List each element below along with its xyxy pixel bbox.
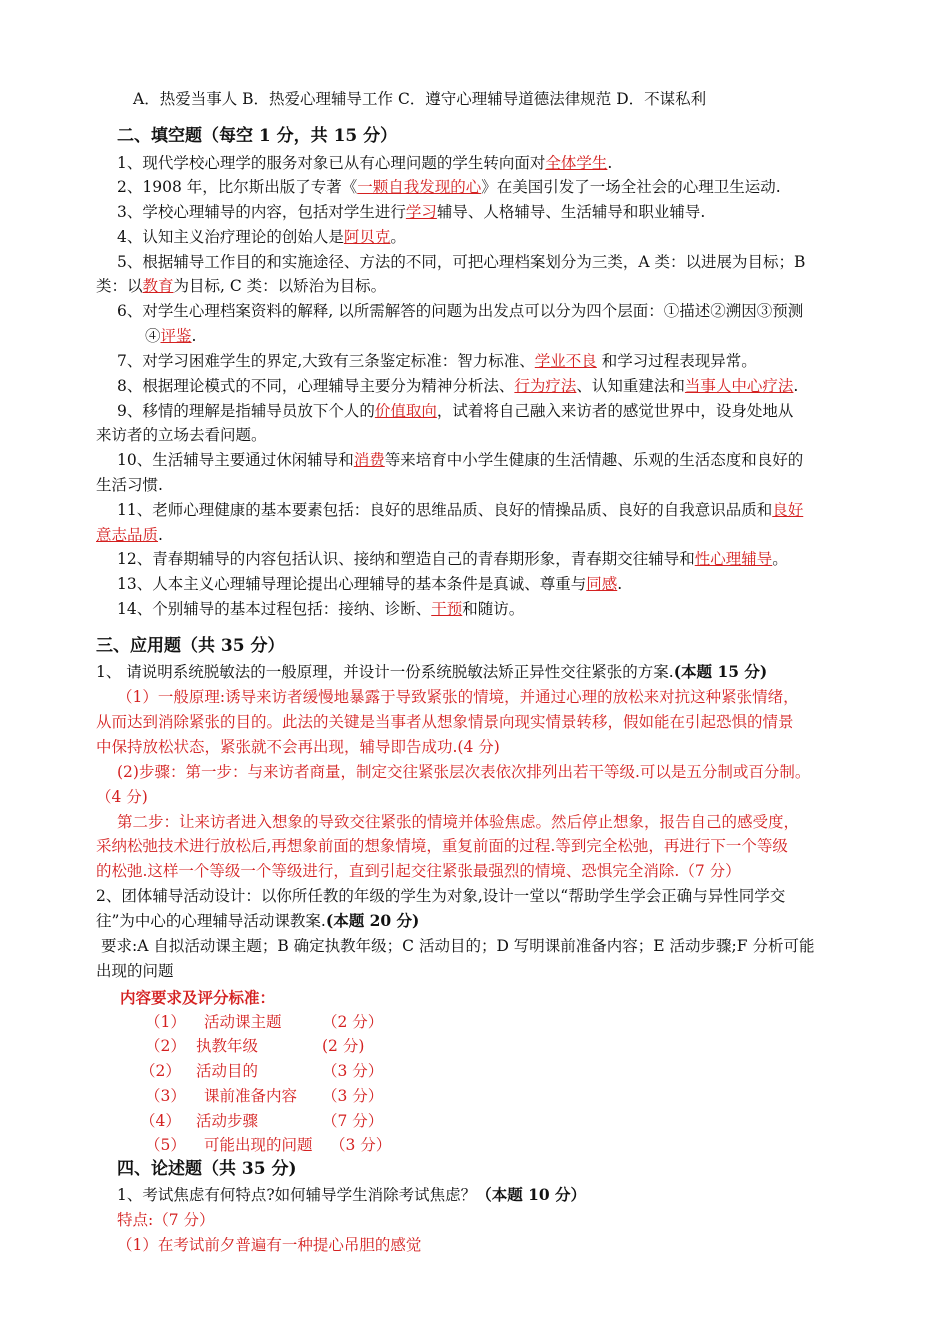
answer-3-1-line: （1）一般原理:诱导来访者缓慢地暴露于导致紧张的情境，并通过心理的放松来对抗这种紧张情绪， [117, 688, 799, 706]
answer: 性心理辅导 [694, 550, 773, 568]
answer-3-1-line: 第二步：让来访者进入想象的导致交往紧张的情境并体验焦虑。然后停止想象，报告自己的感受度， [117, 813, 800, 831]
question-2-8: 8、根据理论模式的不同，心理辅导主要分为精神分析法、行为疗法、认知重建法和当事人中心疗法. [117, 377, 799, 395]
answer: 教育 [142, 277, 174, 295]
answer: 价值取向 [374, 402, 437, 420]
answer-3-1-line: 中保持放松状态，紧张就不会再出现，辅导即告成功.(4 分) [96, 738, 500, 756]
question-2-14: 14、个别辅导的基本过程包括：接纳、诊断、干预和随访。 [117, 600, 525, 618]
multiple-choice-options: A．热爱当事人 B．热爱心理辅导工作 C．遵守心理辅导道德法律规范 D．不谋私利 [133, 90, 707, 108]
answer: 全体学生 [545, 154, 608, 172]
answer: 当事人中心疗法 [684, 377, 794, 395]
question-2-11-line2: 意志品质. [96, 526, 163, 544]
document-page: A．热爱当事人 B．热爱心理辅导工作 C．遵守心理辅导道德法律规范 D．不谋私利 二、填空题（每空 1 分，共 15 分） 1、现代学校心理学的服务对象已从有心理问题的学生转向面对全体学生. 2、1908 年，比尔斯出版了专著《一颗自我发现的心》在美国引发了一场全社会的心理卫生运动. 3、学校心理辅导的内容，包括对学生进行学习辅导、人格辅导、生活辅导和职业辅导. 4、认知主义治疗理论的创始人是阿贝克。 5、根据辅导工作目的和实施途径、方法的不同，可把心理档案划分为三类，A 类：以进展为目标；B 类：以教育为目标, C 类：以矫治为目标。 6、对学生心理档案资料的解释, 以所需解答的问题为出发点可以分为四个层面：①描述②溯因③预测 ④评鉴. 7、对学习困难学生的界定,大致有三条鉴定标准：智力标准、学业不良 和学习过程表现异常。 8、根据理论模式的不同，心理辅导主要分为精神分析法、行为疗法、认知重建法和当事人中心疗法. 9、移情的理解是指辅导员放下个人的价值取向，试着将自己融入来访者的感觉世界中，设身处地从 来访者的立场去看问题。 10、生活辅导主要通过休闲辅导和消费等来培育中小学生健康的生活情趣、乐观的生活态度和良好的 生活习惯. 11、老师心理健康的基本要素包括：良好的思维品质、良好的情操品质、良好的自我意识品质和良好 意志品质. 12、青春期辅导的内容包括认识、接纳和塑造自己的青春期形象，青春期交往辅导和性心理辅导。 13、人本主义心理辅导理论提出心理辅导的基本条件是真诚、尊重与同感. 14、个别辅导的基本过程包括：接纳、诊断、干预和随访。 三、应用题（共 35 分） 1、 请说明系统脱敏法的一般原理，并设计一份系统脱敏法矫正异性交往紧张的方案.(本题 15 分) （1）一般原理:诱导来访者缓慢地暴露于导致紧张的情境，并通过心理的放松来对抗这种紧张情绪， 从而达到消除紧张的目的。此法的关键是当事者从想象情景向现实情景转移，假如能在引起恐惧的情景 中保持放松状态，紧张就不会再出现，辅导即告成功.(4 分) (2)步骤：第一步：与来访者商量，制定交往紧张层次表依次排列出若干等级.可以是五分制或百分制。 （4 分) 第二步：让来访者进入想象的导致交往紧张的情境并体验焦虑。然后停止想象，报告自己的感受度， 采纳松弛技术进行放松后,再想象前面的想象情境，重复前面的过程.等到完全松弛，再进行下一个等级 的松弛.这样一个等级一个等级进行，直到引起交往紧张最强烈的情境、恐惧完全消除.（7 分） 2、团体辅导活动设计：以你所任教的年级的学生为对象,设计一堂以“帮助学生学会正确与异性同学交 往”为中心的心理辅导活动课教案.(本题 20 分) 要求:A 自拟活动课主题；B 确定执教年级；C 活动目的；D 写明课前准备内容；E 活动步骤;F 分析可能 出现的问题 内容要求及评分标准： （1） 活动课主题 （2 分） （2） 执教年级 (2 分) （2） 活动目的 （3 分） （3） 课前准备内容 （3 分） （4） 活动步骤 （7 分） （5） 可能出现的问题 （3 分） 四、论述题（共 35 分) 1、考试焦虑有何特点?如何辅导学生消除考试焦虑？（本题 10 分） 特点:（7 分） （1）在考试前夕普遍有一种提心吊胆的感觉 [0, 0, 950, 1344]
answer-3-1-line: (2)步骤：第一步：与来访者商量，制定交往紧张层次表依次排列出若干等级.可以是五分制或百分制。 [117, 763, 811, 781]
question-3-1: 1、 请说明系统脱敏法的一般原理，并设计一份系统脱敏法矫正异性交往紧张的方案.(本题 15 分) [96, 662, 768, 681]
answer-3-1-line: 从而达到消除紧张的目的。此法的关键是当事者从想象情景向现实情景转移，假如能在引起恐惧的情景 [96, 713, 794, 731]
rubric-title: 内容要求及评分标准： [120, 988, 276, 1007]
answer: 学习 [405, 203, 437, 221]
section-heading-fill-blank: 二、填空题（每空 1 分，共 15 分） [117, 126, 398, 146]
answer: 良好 [772, 501, 804, 519]
answer: 评鉴 [160, 327, 192, 345]
answer: 干预 [431, 600, 463, 618]
question-2-1: 1、现代学校心理学的服务对象已从有心理问题的学生转向面对全体学生. [117, 154, 613, 172]
question-2-5-line2: 类：以教育为目标, C 类：以矫治为目标。 [96, 277, 387, 295]
requirements-line1: 要求:A 自拟活动课主题；B 确定执教年级；C 活动目的；D 写明课前准备内容；E 活动步骤;F 分析可能 [101, 937, 815, 955]
question-2-11-line1: 11、老师心理健康的基本要素包括：良好的思维品质、良好的情操品质、良好的自我意识品质和良好 [117, 501, 804, 519]
answer: 阿贝克 [343, 228, 391, 246]
answer-4-1-line: 特点:（7 分） [117, 1211, 215, 1229]
question-2-9-line1: 9、移情的理解是指辅导员放下个人的价值取向，试着将自己融入来访者的感觉世界中，设身处地从 [117, 402, 794, 420]
question-4-1: 1、考试焦虑有何特点?如何辅导学生消除考试焦虑？（本题 10 分） [117, 1185, 587, 1204]
answer: 消费 [353, 451, 385, 469]
answer: 意志品质 [96, 526, 159, 544]
question-2-5-line1: 5、根据辅导工作目的和实施途径、方法的不同，可把心理档案划分为三类，A 类：以进展为目标；B [117, 253, 806, 271]
answer: 一颗自我发现的心 [357, 178, 482, 196]
answer-4-1-line: （1）在考试前夕普遍有一种提心吊胆的感觉 [117, 1236, 422, 1254]
answer-3-1-line: 采纳松弛技术进行放松后,再想象前面的想象情境，重复前面的过程.等到完全松弛，再进行下一个等级 [96, 837, 788, 855]
question-2-7: 7、对学习困难学生的界定,大致有三条鉴定标准：智力标准、学业不良 和学习过程表现异常。 [117, 352, 757, 370]
answer-3-1-line: 的松弛.这样一个等级一个等级进行，直到引起交往紧张最强烈的情境、恐惧完全消除.（7 分） [96, 862, 741, 880]
question-2-9-line2: 来访者的立场去看问题。 [96, 426, 267, 444]
question-3-2-line2: 往”为中心的心理辅导活动课教案.(本题 20 分) [96, 911, 420, 930]
question-2-6-line2: ④评鉴. [145, 327, 197, 345]
question-2-10-line2: 生活习惯. [96, 476, 163, 494]
answer: 同感 [586, 575, 618, 593]
question-2-2: 2、1908 年，比尔斯出版了专著《一颗自我发现的心》在美国引发了一场全社会的心理卫生运动. [117, 178, 781, 196]
answer-3-1-line: （4 分) [96, 788, 148, 806]
question-2-13: 13、人本主义心理辅导理论提出心理辅导的基本条件是真诚、尊重与同感. [117, 575, 623, 593]
question-3-2-line1: 2、团体辅导活动设计：以你所任教的年级的学生为对象,设计一堂以“帮助学生学会正确与异性同学交 [96, 887, 786, 905]
question-2-10-line1: 10、生活辅导主要通过休闲辅导和消费等来培育中小学生健康的生活情趣、乐观的生活态度和良好的 [117, 451, 804, 469]
section-heading-essay: 四、论述题（共 35 分) [117, 1159, 297, 1179]
requirements-line2: 出现的问题 [96, 962, 174, 980]
question-2-3: 3、学校心理辅导的内容，包括对学生进行学习辅导、人格辅导、生活辅导和职业辅导. [117, 203, 706, 221]
answer: 行为疗法 [514, 377, 577, 395]
section-heading-application: 三、应用题（共 35 分） [96, 636, 285, 656]
answer: 学业不良 [534, 352, 597, 370]
question-2-12: 12、青春期辅导的内容包括认识、接纳和塑造自己的青春期形象，青春期交往辅导和性心理辅导。 [117, 550, 788, 568]
question-2-6-line1: 6、对学生心理档案资料的解释, 以所需解答的问题为出发点可以分为四个层面：①描述②溯因③预测 [117, 302, 804, 320]
question-2-4: 4、认知主义治疗理论的创始人是阿贝克。 [117, 228, 406, 246]
